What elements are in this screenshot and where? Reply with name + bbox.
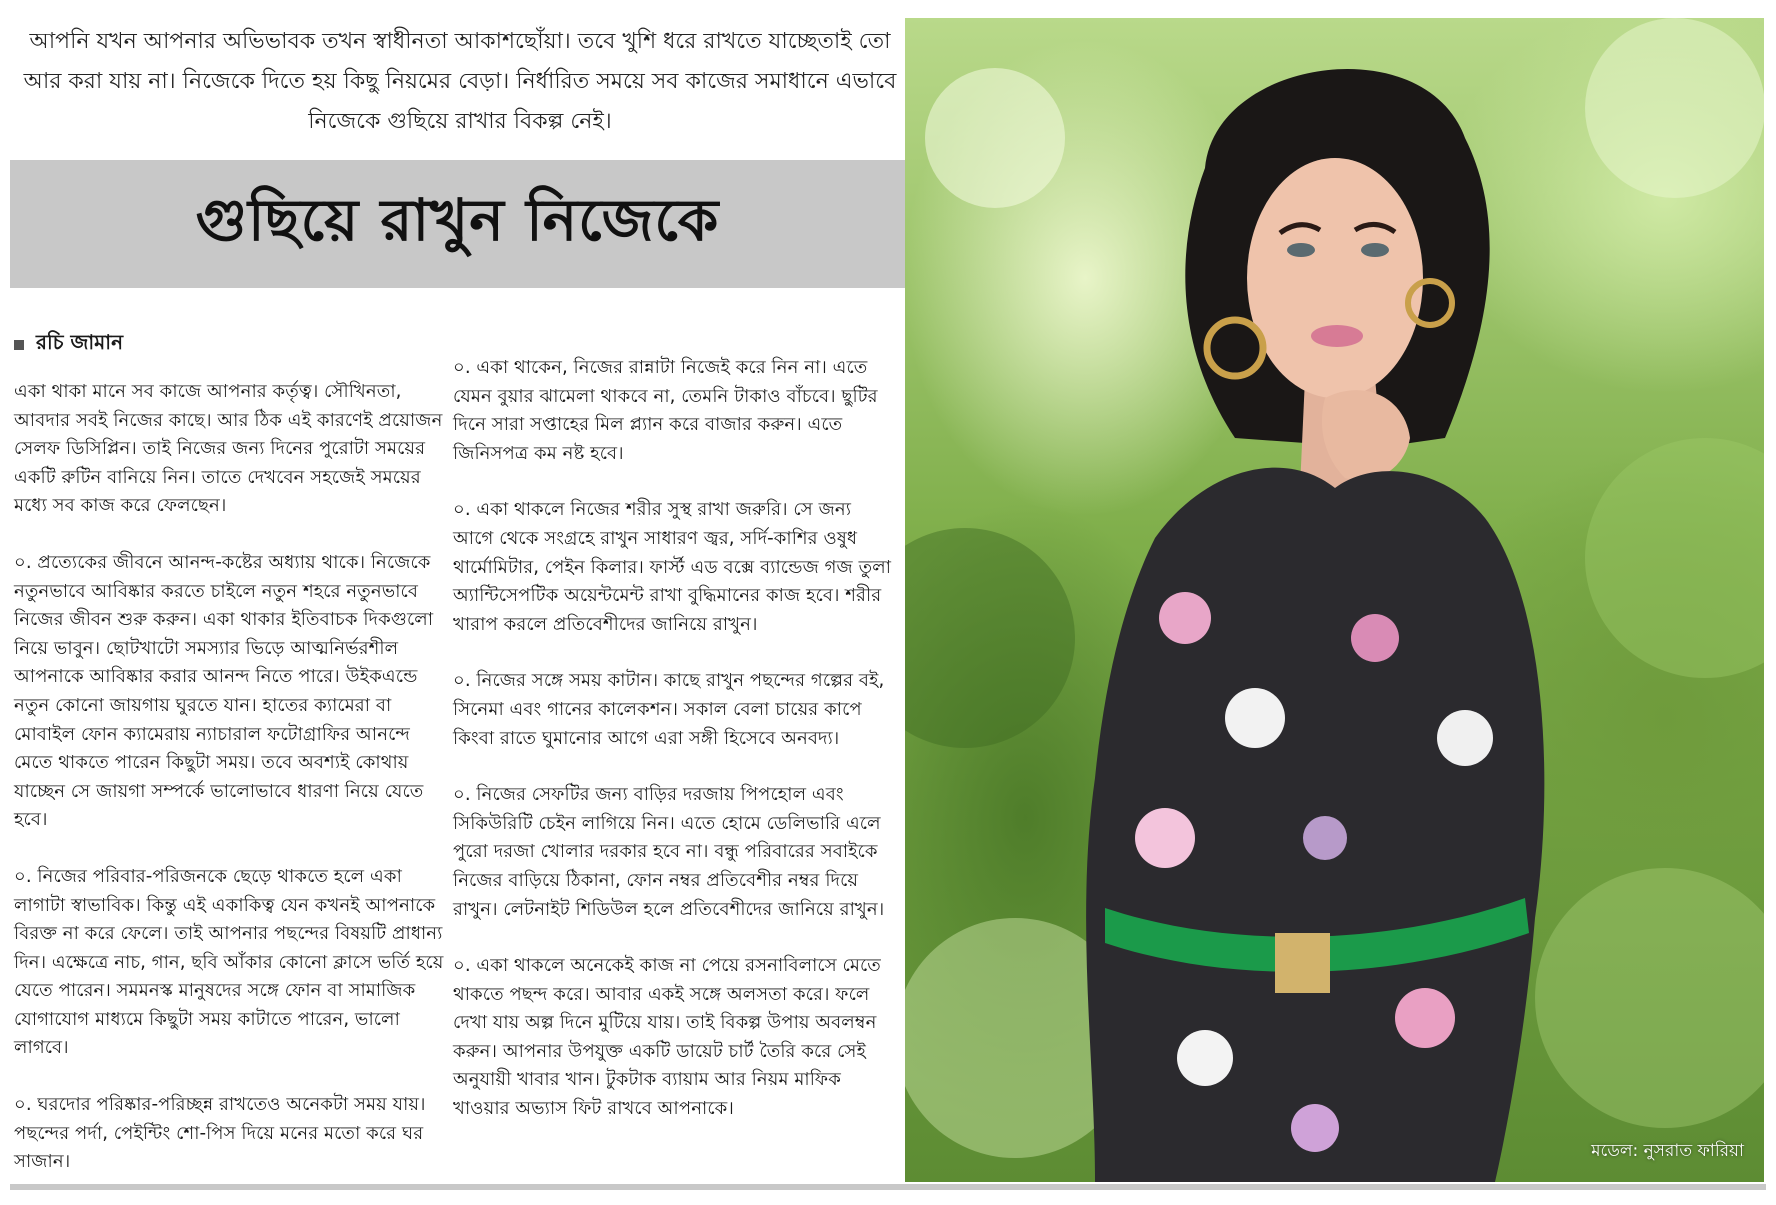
paragraph: ০. একা থাকলে নিজের শরীর সুস্থ রাখা জরুরি। সে জন্য আগে থেকে সংগ্রহে রাখুন সাধারণ জ্বর, সর্দি-কাশির ওষুধ থার্মোমিটার, পেইন কিলার। ফার্স্ট এড বক্সে ব্যান্ডেজ গজ তুলা অ্যান্টিসেপটিক অয়েন্টমেন্ট রাখা বুদ্ধিমানের কাজ হবে। শরীর খারাপ করলে প্রতিবেশীদের জানিয়ে রাখুন। [453,499,892,635]
bullet-square-icon [14,340,24,350]
paragraph: ০. একা থাকলে অনেকেই কাজ না পেয়ে রসনাবিলাসে মেতে থাকতে পছন্দ করে। আবার একই সঙ্গে অলসতা করে। ফলে দেখা যায় অল্প দিনে মুটিয়ে যায়। তাই বিকল্প উপায় অবলম্বন করুন। আপনার উপযুক্ত একটি ডায়েট চার্ট তৈরি করে সেই অনুযায়ী খাবার খান। টুকটাক ব্যায়াম আর নিয়ম মাফিক খাওয়ার অভ্যাস ফিট রাখবে আপনাকে। [453,955,881,1120]
paragraph: ০. নিজের পরিবার-পরিজনকে ছেড়ে থাকতে হলে একা লাগাটা স্বাভাবিক। কিন্তু এই একাকিত্ব যেন কখনই আপনাকে বিরক্ত না করে ফেলে। তাই আপনার পছন্দের বিষয়টি প্রাধান্য দিন। এক্ষেত্রে নাচ, গান, ছবি আঁকার কোনো ক্লাসে ভর্তি হয়ে যেতে পারেন। সমমনস্ক মানুষদের সঙ্গে ফোন বা সামাজিক যোগাযোগ মাধ্যমে কিছুটা সময় কাটাতে পারেন, ভালো লাগবে। [14,865,444,1059]
paragraph: একা থাকা মানে সব কাজে আপনার কর্তৃত্ব। সৌখিনতা, আবদার সবই নিজের কাছে। আর ঠিক এই কারণেই প্রয়োজন সেলফ ডিসিপ্লিন। তাই নিজের জন্য দিনের পুরোটা সময়ের একটি রুটিন বানিয়ে নিন। তাতে দেখবেন সহজেই সময়ের মধ্যে সব কাজ করে ফেলছেন। [14,381,443,517]
model-photo [905,18,1764,1182]
paragraph: ০. নিজের সেফটির জন্য বাড়ির দরজায় পিপহোল এবং সিকিউরিটি চেইন লাগিয়ে নিন। এতে হোমে ডেলিভারি এলে পুরো দরজা খোলার দরকার হবে না। বন্ধু পরিবারের সবাইকে নিজের বাড়িয়ে ঠিকানা, ফোন নম্বর প্রতিবেশীর নম্বর দিয়ে রাখুন। লেটনাইট শিডিউল হলে প্রতিবেশীদের জানিয়ে রাখুন। [453,784,885,920]
paragraph: ০. ঘরদোর পরিষ্কার-পরিচ্ছন্ন রাখতেও অনেকটা সময় যায়। পছন্দের পর্দা, পেইন্টিং শো-পিস দিয়ে মনের মতো করে ঘর সাজান। [14,1094,426,1173]
headline-band [10,160,905,288]
author-name: রচি জামান [36,330,124,354]
intro-paragraph: আপনি যখন আপনার অভিভাবক তখন স্বাধীনতা আকাশছোঁয়া। তবে খুশি ধরে রাখতে যাচ্ছেতাই তো আর করা যায় না। নিজেকে দিতে হয় কিছু নিয়মের বেড়া। নির্ধারিত সময়ে সব কাজের সমাধানে এভাবে নিজেকে গুছিয়ে রাখার বিকল্প নেই। [23,29,897,134]
model-illustration [905,18,1764,1182]
bottom-rule [10,1184,1766,1190]
paragraph: ০. নিজের সঙ্গে সময় কাটান। কাছে রাখুন পছন্দের গল্পের বই, সিনেমা এবং গানের কালেকশন। সকাল বেলা চায়ের কাপে কিংবা রাতে ঘুমানোর আগে এরা সঙ্গী হিসেবে অনবদ্য। [453,670,885,749]
byline [14,328,123,361]
article-column-1 [14,378,454,1205]
photo-credit: মডেল: নুসরাত ফারিয়া [1591,1141,1744,1161]
paragraph: ০. একা থাকেন, নিজের রান্নাটা নিজেই করে নিন না। এতে যেমন বুয়ার ঝামেলা থাকবে না, তেমনি টাকাও বাঁচবে। ছুটির দিনে সারা সপ্তাহের মিল প্ল্যান করে বাজার করুন। এতে জিনিসপত্র কম নষ্ট হবে। [453,357,878,464]
article-column-2 [453,354,893,1152]
paragraph: ০. প্রত্যেকের জীবনে আনন্দ-কষ্টের অধ্যায় থাকে। নিজেকে নতুনভাবে আবিষ্কার করতে চাইলে নতুন শহরে নতুনভাবে নিজের জীবন শুরু করুন। একা থাকার ইতিবাচক দিকগুলো নিয়ে ভাবুন। ছোটখাটো সমস্যার ভিড়ে আত্মনির্ভরশীল আপনাকে আবিষ্কার করার আনন্দ নিতে পারে। উইকএন্ডে নতুন কোনো জায়গায় ঘুরতে যান। হাতের ক্যামেরা বা মোবাইল ফোন ক্যামেরায় ন্যাচারাল ফটোগ্রাফির আনন্দে মেতে থাকতে পারেন কিছুটা সময়। তবে অবশ্যই কোথায় যাচ্ছেন সে জায়গা সম্পর্কে ভালোভাবে ধারণা নিয়ে যেতে হবে। [14,551,434,831]
headline: গুছিয়ে রাখুন নিজেকে [195,185,720,254]
